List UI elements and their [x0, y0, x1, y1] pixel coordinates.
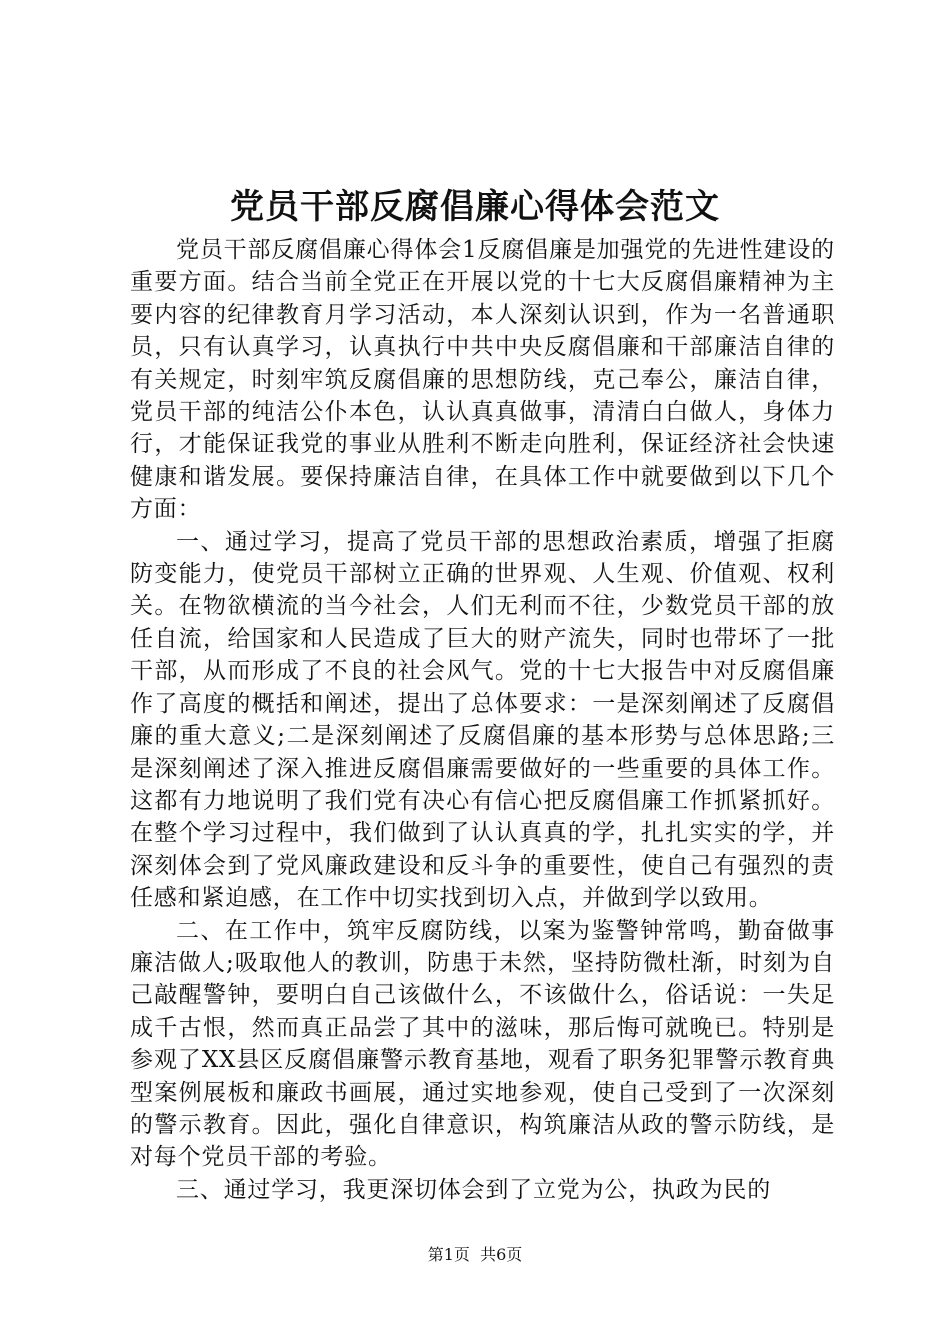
- paragraph-point-two: 二、在工作中，筑牢反腐防线，以案为鉴警钟常鸣，勤奋做事廉洁做人;吸取他人的教训，防患于未然，坚持防微杜渐，时刻为自己敲醒警钟，要明白自己该做什么，不该做什么，俗话说：一失足成千古恨，然而真正品尝了其中的滋味，那后悔可就晚已。特别是参观了XX县区反腐倡廉警示教育基地，观看了职务犯罪警示教育典型案例展板和廉政书画展，通过实地参观，使自己受到了一次深刻的警示教育。因此，强化自律意识，构筑廉洁从政的警示防线，是对每个党员干部的考验。: [130, 917, 835, 1171]
- document-title: 党员干部反腐倡廉心得体会范文: [230, 187, 720, 227]
- paragraph-point-one: 一、通过学习，提高了党员干部的思想政治素质，增强了拒腐防变能力，使党员干部树立正确的世界观、人生观、价值观、权利关。在物欲横流的当今社会，人们无利而不往，少数党员干部的放任自流，给国家和人民造成了巨大的财产流失，同时也带坏了一批干部，从而形成了不良的社会风气。党的十七大报告中对反腐倡廉作了高度的概括和阐述，提出了总体要求：一是深刻阐述了反腐倡廉的重大意义;二是深刻阐述了反腐倡廉的基本形势与总体思路;三是深刻阐述了深入推进反腐倡廉需要做好的一些重要的具体工作。这都有力地说明了我们党有决心有信心把反腐倡廉工作抓紧抓好。在整个学习过程中，我们做到了认认真真的学，扎扎实实的学，并深刻体会到了党风廉政建设和反斗争的重要性，使自己有强烈的责任感和紧迫感，在工作中切实找到切入点，并做到学以致用。: [130, 528, 835, 912]
- paragraph-intro: 党员干部反腐倡廉心得体会1反腐倡廉是加强党的先进性建设的重要方面。结合当前全党正在开展以党的十七大反腐倡廉精神为主要内容的纪律教育月学习活动，本人深刻认识到，作为一名普通职员，只有认真学习，认真执行中共中央反腐倡廉和干部廉洁自律的有关规定，时刻牢筑反腐倡廉的思想防线，克己奉公，廉洁自律，党员干部的纯洁公仆本色，认认真真做事，清清白白做人，身体力行，才能保证我党的事业从胜利不断走向胜利，保证经济社会快速健康和谐发展。要保持廉洁自律，在具体工作中就要做到以下几个方面：: [130, 237, 835, 523]
- footer-spacer: [470, 1245, 480, 1264]
- page-footer: [0, 1243, 950, 1267]
- paragraph-point-three: 三、通过学习，我更深切体会到了立党为公，执政为民的: [176, 1176, 771, 1203]
- document-body: [130, 234, 835, 1206]
- page-number-current: 第1页: [427, 1245, 470, 1264]
- page-number-total: 共6页: [480, 1245, 523, 1264]
